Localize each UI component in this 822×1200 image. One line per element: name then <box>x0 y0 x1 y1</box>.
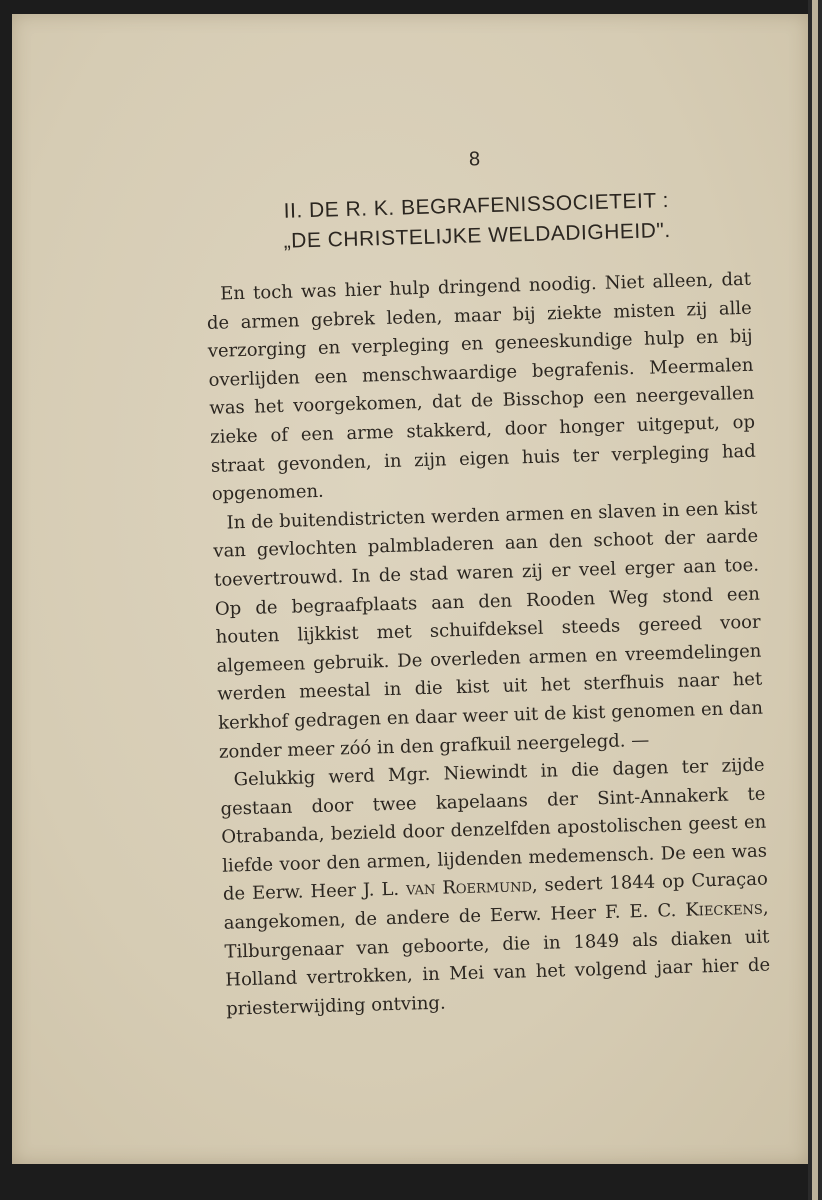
person-name-kieckens: Kieckens <box>685 897 764 921</box>
person-name-van-roermund: van Roermund <box>405 875 533 901</box>
paragraph-3-text-c: , Tilburgenaar van geboorte, die in 1849 als diaken uit Holland vertrokken, in Mei van het volgend jaar hier de priesterwijding ontving. <box>224 897 771 1020</box>
adjacent-page-edge <box>808 0 822 1200</box>
book-page <box>12 14 808 1164</box>
chapter-heading <box>204 184 750 259</box>
page-edge-strip <box>812 0 818 1200</box>
paragraph-1: En toch was hier hulp dringend noodig. Niet alleen, dat de armen gebrek leden, maar bij ziekte misten zij alle verzorging en verpleging en geneeskundige hulp en bij overlijden een menschwaardige begrafenis. Meermalen was het voorgekomen, dat de Bisschop een neergevallen zieke of een arme stakkerd, door honger uitgeput, op straat gevonden, in zijn eigen huis ter verpleging had opgenomen. <box>206 268 757 506</box>
paragraph-3-text-b: , sedert 1844 op Curaçao aangekomen, de andere de Eerw. Heer F. E. C. <box>223 868 769 934</box>
paragraph-2: In de buitendistricten werden armen en slaven in een kist van gevlochten palmbladeren aan den schoot der aarde toevertrouwd. In de stad waren zij er veel erger aan toe. Op de begraafplaats aan den Rooden Weg stond een houten lijkkist met schuifdeksel steeds gereed voor algemeen gebruik. De overleden armen en vreemdelingen werden meestal in die kist uit het sterfhuis naar het kerkhof gedragen en daar weer uit de kist genomen en dan zonder meer zóó in den grafkuil neergelegd. — <box>213 497 764 763</box>
page-number: 8 <box>468 148 482 171</box>
chapter-heading-line-2: „DE CHRISTELIJKE WELDADIGHEID". <box>283 218 671 253</box>
chapter-heading-line-1: II. DE R. K. BEGRAFENISSOCIETEIT : <box>283 188 670 223</box>
page-content <box>202 129 771 1024</box>
paragraph-3 <box>219 752 771 1024</box>
paragraph-3-text-a: Gelukkig werd Mgr. Niewindt in die dagen ter zijde gestaan door twee kapelaans der Sint-Annakerk te Otrabanda, bezield door denzelfden apostolischen geest en liefde voor den armen, lijdenden medemensch. De een was de Eerw. Heer J. L. <box>220 754 768 906</box>
